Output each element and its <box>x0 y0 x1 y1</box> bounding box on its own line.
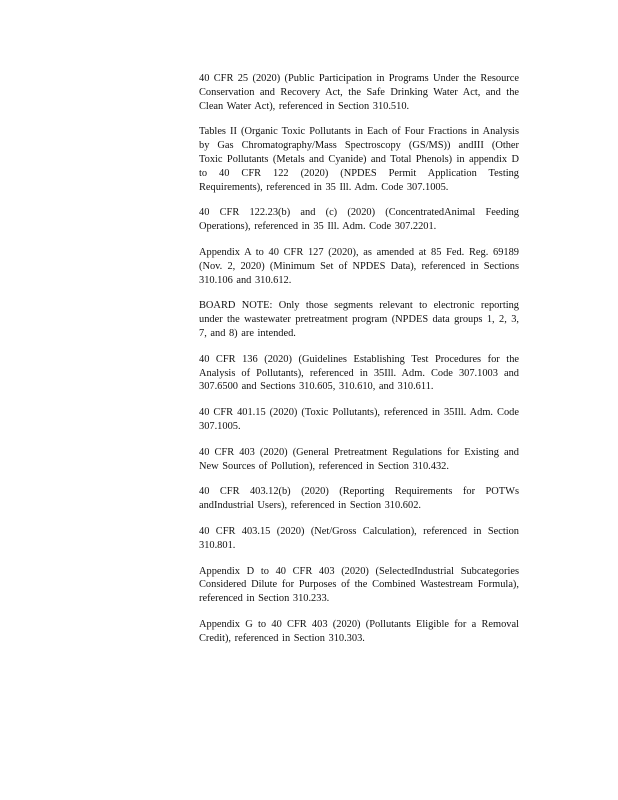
paragraph-board-note: BOARD NOTE: Only those segments relevant to electronic reporting under the wastewater pretreatment program (NPDES data groups 1, 2, 3, 7, and 8) are intended. <box>199 300 519 339</box>
paragraph-40cfr401-15: 40 CFR 401.15 (2020) (Toxic Pollutants), referenced in 35Ill. Adm. Code 307.1005. <box>199 407 519 432</box>
paragraph-tables-ii-iii: Tables II (Organic Toxic Pollutants in Each of Four Fractions in Analysis by Gas Chromatography/Mass Spectroscopy (GS/MS)) andIII (Other Toxic Pollutants (Metals and Cyanide) and Total Phenols) in appendix D to 40 CFR 122 (2020) (NPDES Permit Application Testing Requirements), referenced in 35 Ill. Adm. Code 307.1005. <box>199 126 519 193</box>
paragraph-40cfr403-12b: 40 CFR 403.12(b) (2020) (Reporting Requirements for POTWs andIndustrial Users), referenced in Section 310.602. <box>199 486 519 512</box>
paragraph-40cfr25: 40 CFR 25 (2020) (Public Participation in Programs Under the Resource Conservation and Recovery Act, the Safe Drinking Water Act, and the Clean Water Act), referenced in Section 310.510. <box>199 73 519 112</box>
paragraph-appendix-g-40cfr403: Appendix G to 40 CFR 403 (2020) (Pollutants Eligible for a Removal Credit), referenced in Section 310.303. <box>199 618 519 644</box>
paragraph-appendix-a-40cfr127: Appendix A to 40 CFR 127 (2020), as amended at 85 Fed. Reg. 69189 (Nov. 2, 2020) (Minimum Set of NPDES Data), referenced in Sections 310.106 and 310.612. <box>199 246 519 286</box>
paragraph-appendix-d-40cfr403: Appendix D to 40 CFR 403 (2020) (SelectedIndustrial Subcategories Considered Dilute for Purposes of the Combined Wastestream Formula), referenced in Section 310.233. <box>199 565 519 605</box>
document-body <box>199 72 519 658</box>
paragraph-40cfr403: 40 CFR 403 (2020) (General Pretreatment Regulations for Existing and New Sources of Pollution), referenced in Section 310.432. <box>199 446 519 472</box>
paragraph-40cfr122-23: 40 CFR 122.23(b) and (c) (2020) (ConcentratedAnimal Feeding Operations), referenced in 35 Ill. Adm. Code 307.2201. <box>199 207 519 233</box>
paragraph-40cfr136: 40 CFR 136 (2020) (Guidelines Establishing Test Procedures for the Analysis of Pollutants), referenced in 35Ill. Adm. Code 307.1003 and 307.6500 and Sections 310.605, 310.610, and 310.611. <box>199 353 519 393</box>
paragraph-40cfr403-15: 40 CFR 403.15 (2020) (Net/Gross Calculation), referenced in Section 310.801. <box>199 525 519 551</box>
